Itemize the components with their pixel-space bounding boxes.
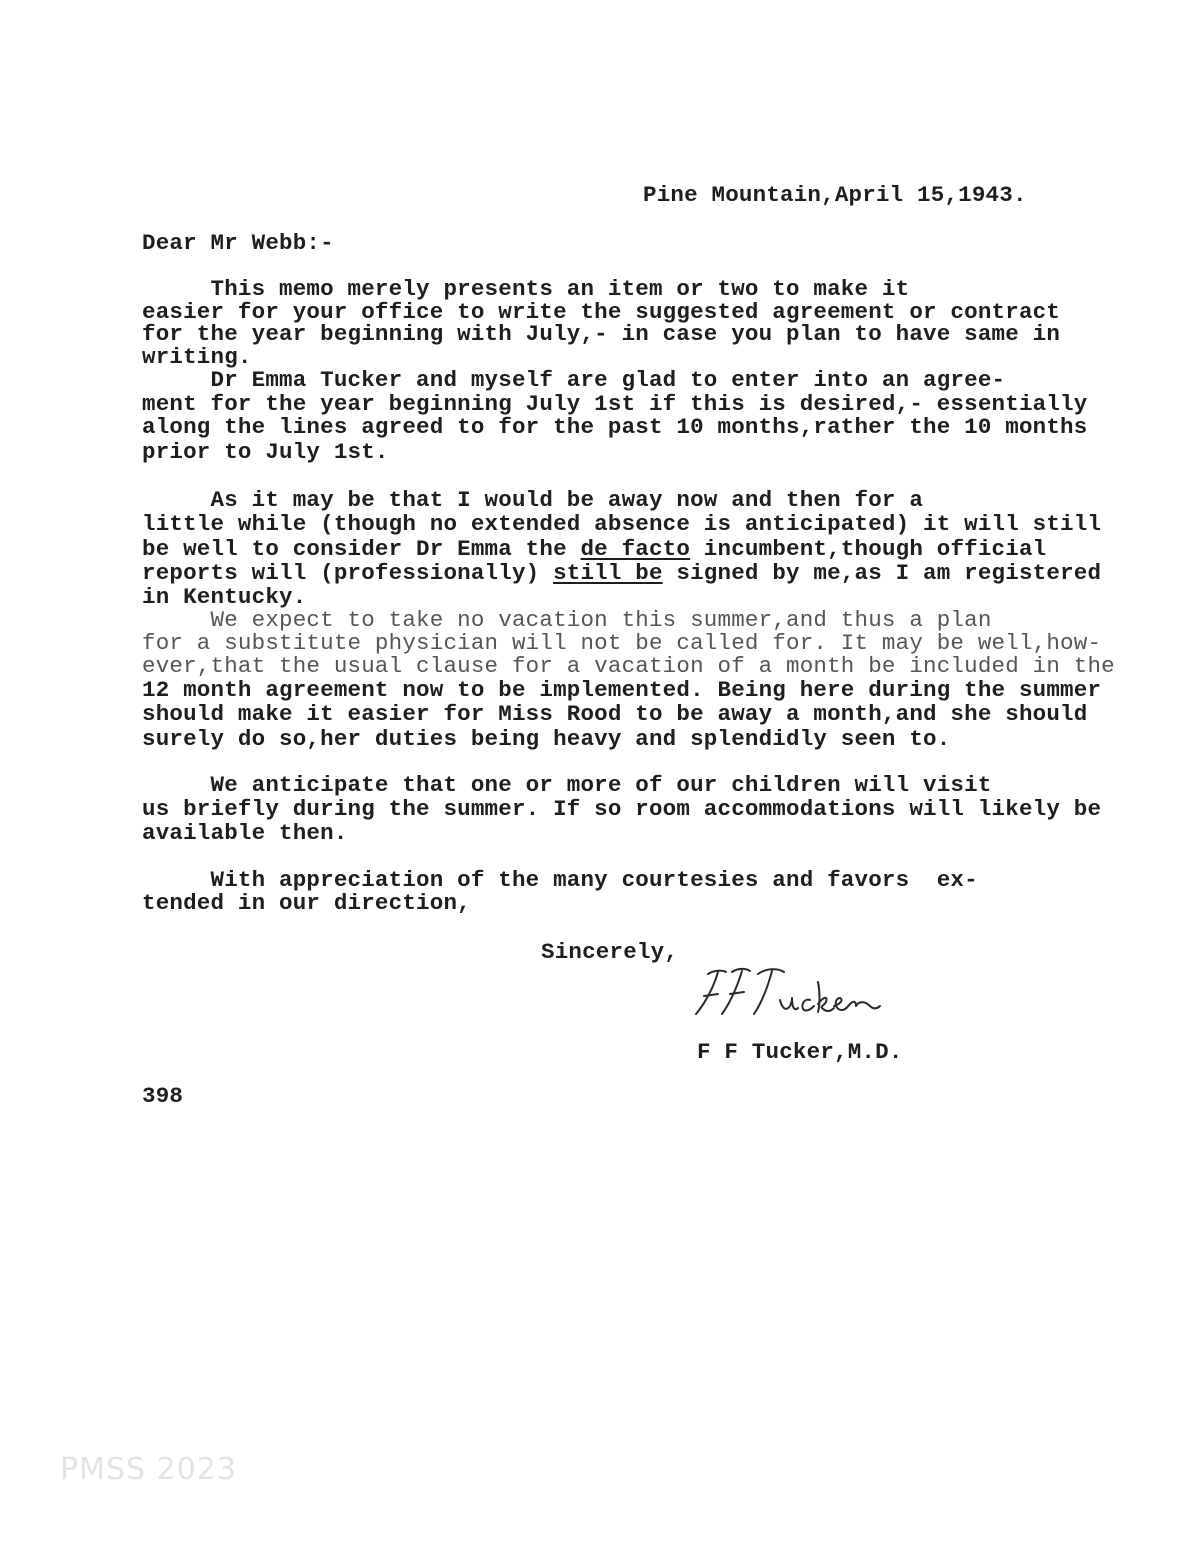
paragraph-3-line-4-start: reports will (professionally) <box>142 560 554 586</box>
signer-name: F F Tucker,M.D. <box>697 1039 903 1065</box>
paragraph-4-line-5: should make it easier for Miss Rood to be away a month,and she should <box>142 701 1088 727</box>
handwritten-signature <box>688 962 888 1032</box>
paragraph-1-line-4: writing. <box>142 344 252 370</box>
paragraph-4-line-2: for a substitute physician will not be called for. It may be well,how- <box>142 630 1102 656</box>
paragraph-6-line-1: With appreciation of the many courtesies and favors ex- <box>142 867 978 893</box>
closing: Sincerely, <box>541 939 679 965</box>
still-be-underlined: still be <box>553 560 663 586</box>
de-facto-underlined: de facto <box>580 536 691 562</box>
paragraph-3-line-5: in Kentucky. <box>142 584 307 610</box>
paragraph-3-line-1: As it may be that I would be away now and then for a <box>142 487 924 513</box>
paragraph-1-line-2: easier for your office to write the suggested agreement or contract <box>142 299 1061 325</box>
dateline: Pine Mountain,April 15,1943. <box>643 182 1027 208</box>
paragraph-2-line-3: along the lines agreed to for the past 10 months,rather the 10 months <box>142 414 1088 440</box>
paragraph-5-line-1: We anticipate that one or more of our children will visit <box>142 772 992 798</box>
paragraph-6-line-2: tended in our direction, <box>142 890 471 916</box>
watermark: PMSS 2023 <box>60 1452 237 1487</box>
paragraph-4-line-4: 12 month agreement now to be implemented. Being here during the summer <box>142 677 1102 703</box>
paragraph-4-line-3: ever,that the usual clause for a vacation of a month be included in the <box>142 653 1115 679</box>
paragraph-3-line-4-end: signed by me,as I am registered <box>662 560 1102 586</box>
paragraph-5-line-3: available then. <box>142 820 348 846</box>
paragraph-3-line-3-start: be well to consider Dr Emma the <box>142 536 581 562</box>
paragraph-2-line-4: prior to July 1st. <box>142 439 389 465</box>
salutation: Dear Mr Webb:- <box>142 230 334 256</box>
paragraph-4-line-1: We expect to take no vacation this summer,and thus a plan <box>142 607 992 633</box>
paragraph-3-line-2: little while (though no extended absence is anticipated) it will still <box>142 511 1102 537</box>
paragraph-1-line-1: This memo merely presents an item or two to make it <box>142 276 910 302</box>
paragraph-1-line-3: for the year beginning with July,- in case you plan to have same in <box>142 321 1061 347</box>
paragraph-3-line-3-end: incumbent,though official <box>690 536 1047 562</box>
paragraph-3-line-3 <box>142 537 1046 561</box>
paragraph-4-line-6: surely do so,her duties being heavy and splendidly seen to. <box>142 726 951 752</box>
paragraph-2-line-1: Dr Emma Tucker and myself are glad to enter into an agree- <box>142 367 1006 393</box>
paragraph-3-line-4 <box>142 561 1101 585</box>
page-number: 398 <box>142 1083 184 1109</box>
paragraph-5-line-2: us briefly during the summer. If so room accommodations will likely be <box>142 796 1102 822</box>
paragraph-2-line-2: ment for the year beginning July 1st if this is desired,- essentially <box>142 391 1088 417</box>
